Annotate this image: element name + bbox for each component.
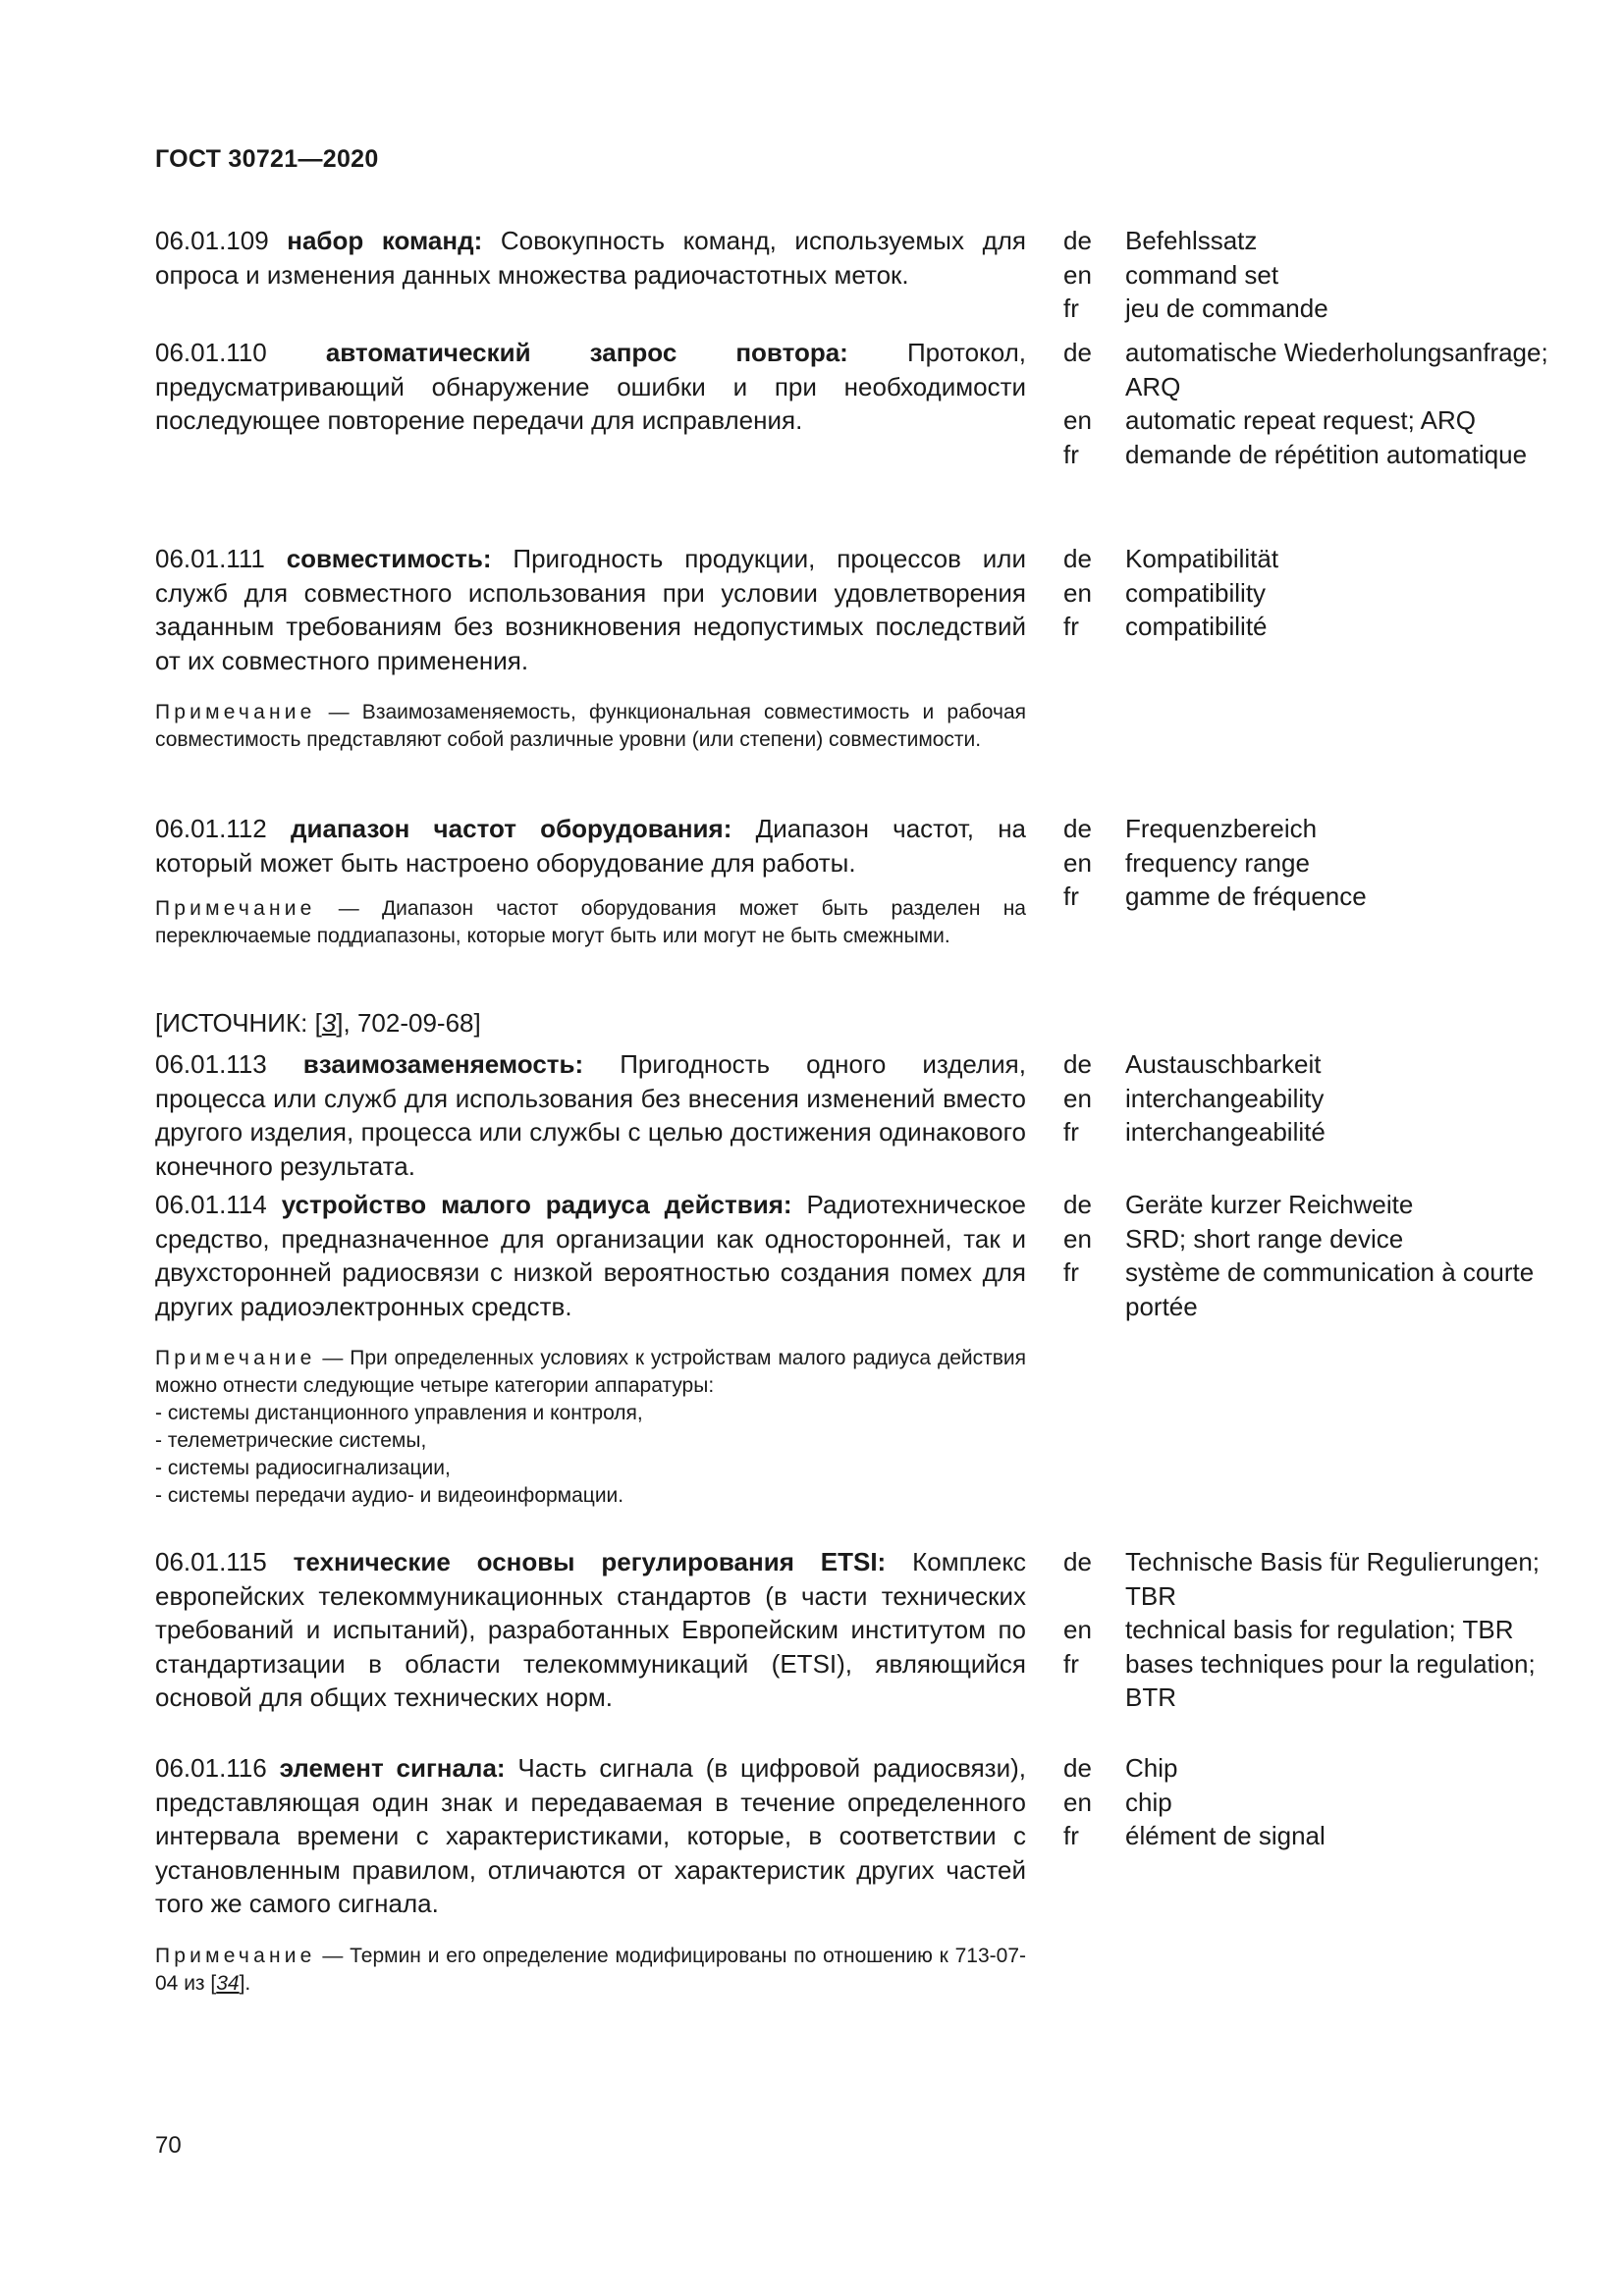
term-definition <box>155 336 1026 438</box>
term-name: устройство малого радиуса действия: <box>281 1190 792 1219</box>
lang-code: en <box>1063 847 1092 878</box>
translations <box>1063 1188 1554 1323</box>
lang-code: fr <box>1063 1821 1079 1850</box>
lang-code: de <box>1063 544 1092 573</box>
term-def-text: Пригодность одного изделия, процесса или служб для использования без внесения изменений вместо другого изделия, процесса или службы с целью достижения одинакового конечного результата. <box>155 1049 1026 1181</box>
page-number: 70 <box>155 2132 182 2159</box>
translation-row <box>1063 1545 1554 1613</box>
note-text: — При определенных условиях к устройствам малого радиуса действия можно отнести следующие четыре категории аппаратуры: <box>155 1347 1026 1397</box>
lang-code: de <box>1063 1753 1092 1783</box>
translation-text: automatic repeat request; ARQ <box>1125 405 1476 435</box>
note-text: — Термин и его определение модифицированы по отношению к 713-07-04 из [ <box>155 1944 1026 1995</box>
translation-row <box>1063 1647 1554 1715</box>
translation-text: Geräte kurzer Reichweite <box>1125 1190 1414 1219</box>
translation-row <box>1063 1786 1554 1820</box>
lang-code: en <box>1063 1223 1092 1254</box>
translation-text: Frequenzbereich <box>1125 814 1318 843</box>
lang-code: de <box>1063 338 1092 367</box>
lang-code: fr <box>1063 612 1079 641</box>
lang-code: en <box>1063 1615 1092 1644</box>
term-name: технические основы регулирования ETSI: <box>293 1547 887 1576</box>
translation-text: Technische Basis für Regulierungen; TBR <box>1125 1547 1541 1611</box>
translation-text: frequency range <box>1125 847 1310 878</box>
lang-code: fr <box>1063 439 1079 469</box>
translation-row <box>1063 812 1554 846</box>
note-text: — Диапазон частот оборудования может быть разделен на переключаемые поддиапазоны, которые могут быть или могут не быть смежными. <box>155 897 1026 947</box>
term-note <box>155 1943 1026 1998</box>
translation-text: gamme de fréquence <box>1125 881 1367 911</box>
term-code: 06.01.114 <box>155 1190 267 1219</box>
translation-text: élément de signal <box>1125 1821 1326 1850</box>
translations <box>1063 812 1554 914</box>
term-definition <box>155 1751 1026 1921</box>
note-label: Примечание <box>155 701 316 723</box>
translation-row <box>1063 1047 1554 1082</box>
term-definition <box>155 812 1026 880</box>
lang-code: en <box>1063 405 1092 435</box>
term-def-text: Радиотехническое средство, предназначенное для организации как односторонней, так и двухсторонней радиосвязи с низкой вероятностью создания помех для других радиоэлектронных средств. <box>155 1190 1026 1321</box>
term-code: 06.01.110 <box>155 338 267 367</box>
list-item: - системы радиосигнализации, <box>155 1457 451 1479</box>
term-def-text: Пригодность продукции, процессов или служб для совместного использования при условии удовлетворения заданным требованиям без возникновения недопустимых последствий от их совместного применения. <box>155 544 1026 675</box>
source-prefix: [ИСТОЧНИК: [ <box>155 1008 322 1038</box>
translation-row <box>1063 258 1554 293</box>
term-note <box>155 895 1026 950</box>
term-def-text: Протокол, предусматривающий обнаружение ошибки и при необходимости последующее повторение передачи для исправления. <box>155 338 1026 435</box>
term-note <box>155 699 1026 754</box>
translation-text: interchangeability <box>1125 1083 1325 1113</box>
translation-text: Chip <box>1125 1753 1178 1783</box>
translation-text: chip <box>1125 1787 1172 1817</box>
translation-row <box>1063 438 1554 472</box>
term-code: 06.01.116 <box>155 1753 267 1783</box>
term-definition <box>155 1188 1026 1323</box>
term-def-text: Комплекс европейских телекоммуникационных стандартов (в части технических требований и испытаний), разработанных Европейским институтом по стандартизации в области телекоммуникаций (ETSI), являющийся основой для общих технических норм. <box>155 1547 1026 1712</box>
term-name: взаимозаменяемость: <box>302 1049 584 1079</box>
reference-link[interactable]: 34 <box>216 1971 240 1995</box>
translation-text: interchangeabilité <box>1125 1117 1326 1147</box>
document-header: ГОСТ 30721—2020 <box>155 145 379 173</box>
lang-code: de <box>1063 1049 1092 1079</box>
lang-code: de <box>1063 226 1092 255</box>
translation-text: technical basis for regulation; TBR <box>1125 1615 1514 1644</box>
translation-text: jeu de commande <box>1125 294 1328 323</box>
translation-row <box>1063 542 1554 576</box>
lang-code: en <box>1063 577 1092 608</box>
translation-row <box>1063 880 1554 914</box>
translation-row <box>1063 1255 1554 1323</box>
translation-text: bases techniques pour la regulation; BTR <box>1125 1648 1536 1712</box>
lang-code: fr <box>1063 881 1079 911</box>
translation-row <box>1063 224 1554 258</box>
translation-text: Kompatibilität <box>1125 544 1279 573</box>
lang-code: fr <box>1063 1117 1079 1147</box>
lang-code: fr <box>1063 294 1079 323</box>
term-code: 06.01.113 <box>155 1049 267 1079</box>
note-list <box>155 1400 1026 1510</box>
translation-row <box>1063 1082 1554 1116</box>
translation-row <box>1063 1188 1554 1222</box>
translation-text: compatibility <box>1125 577 1267 608</box>
term-definition <box>155 1545 1026 1715</box>
translation-row <box>1063 1819 1554 1853</box>
term-definition <box>155 224 1026 292</box>
translation-row <box>1063 403 1554 438</box>
translation-row <box>1063 1115 1554 1149</box>
lang-code: de <box>1063 1190 1092 1219</box>
term-code: 06.01.115 <box>155 1547 267 1576</box>
translation-row <box>1063 292 1554 326</box>
term-code: 06.01.111 <box>155 544 265 573</box>
term-name: набор команд: <box>287 226 483 255</box>
term-def-text: Совокупность команд, используемых для опроса и изменения данных множества радиочастотных меток. <box>155 226 1026 290</box>
translations <box>1063 1545 1554 1715</box>
translation-row <box>1063 1222 1554 1256</box>
translation-row <box>1063 610 1554 644</box>
list-item: - системы дистанционного управления и контроля, <box>155 1402 643 1424</box>
lang-code: fr <box>1063 1648 1079 1679</box>
source-reference <box>155 1006 481 1041</box>
lang-code: fr <box>1063 1257 1079 1287</box>
term-name: совместимость: <box>286 544 492 573</box>
term-name: элемент сигнала: <box>279 1753 506 1783</box>
translations <box>1063 1047 1554 1149</box>
lang-code: en <box>1063 1083 1092 1113</box>
note-label: Примечание <box>155 897 316 920</box>
translation-text: command set <box>1125 259 1279 290</box>
term-note <box>155 1345 1026 1400</box>
translation-row <box>1063 1751 1554 1786</box>
term-definition <box>155 1047 1026 1183</box>
lang-code: de <box>1063 1547 1092 1576</box>
translation-text: système de communication à courte portée <box>1125 1257 1535 1321</box>
translation-text: automatische Wiederholungsanfrage; ARQ <box>1125 338 1548 401</box>
note-label: Примечание <box>155 1944 316 1967</box>
list-item: - телеметрические системы, <box>155 1429 427 1452</box>
term-def-text: Часть сигнала (в цифровой радиосвязи), представляющая один знак и передаваемая в течение определенного интервала времени с характеристиками, которые, в соответствии с установленным правилом, отличаются от характеристик других частей того же самого сигнала. <box>155 1753 1026 1918</box>
lang-code: en <box>1063 259 1092 290</box>
translation-text: Befehlssatz <box>1125 226 1258 255</box>
translation-text: Austauschbarkeit <box>1125 1049 1322 1079</box>
list-item: - системы передачи аудио- и видеоинформации. <box>155 1484 624 1507</box>
translations <box>1063 542 1554 644</box>
note-label: Примечание <box>155 1347 316 1369</box>
translation-text: SRD; short range device <box>1125 1223 1404 1254</box>
translations <box>1063 1751 1554 1853</box>
term-code: 06.01.112 <box>155 814 267 843</box>
source-suffix: ], 702-09-68] <box>336 1008 481 1038</box>
translations <box>1063 336 1554 471</box>
reference-link[interactable]: 3 <box>321 1008 337 1038</box>
term-code: 06.01.109 <box>155 226 269 255</box>
term-name: автоматический запрос повтора: <box>325 338 848 367</box>
term-definition <box>155 542 1026 677</box>
lang-code: en <box>1063 1787 1092 1817</box>
translation-row <box>1063 336 1554 403</box>
translations <box>1063 224 1554 326</box>
lang-code: de <box>1063 814 1092 843</box>
note-tail: ]. <box>239 1971 251 1995</box>
translation-row <box>1063 1613 1554 1647</box>
translation-row <box>1063 576 1554 611</box>
translation-text: compatibilité <box>1125 612 1268 641</box>
translation-text: demande de répétition automatique <box>1125 439 1528 469</box>
note-text: — Взаимозаменяемость, функциональная совместимость и рабочая совместимость представляют собой различные уровни (или степени) совместимости. <box>155 701 1026 751</box>
term-def-text: Диапазон частот, на который может быть настроено оборудование для работы. <box>155 814 1027 878</box>
term-name: диапазон частот оборудования: <box>291 814 732 843</box>
translation-row <box>1063 846 1554 881</box>
